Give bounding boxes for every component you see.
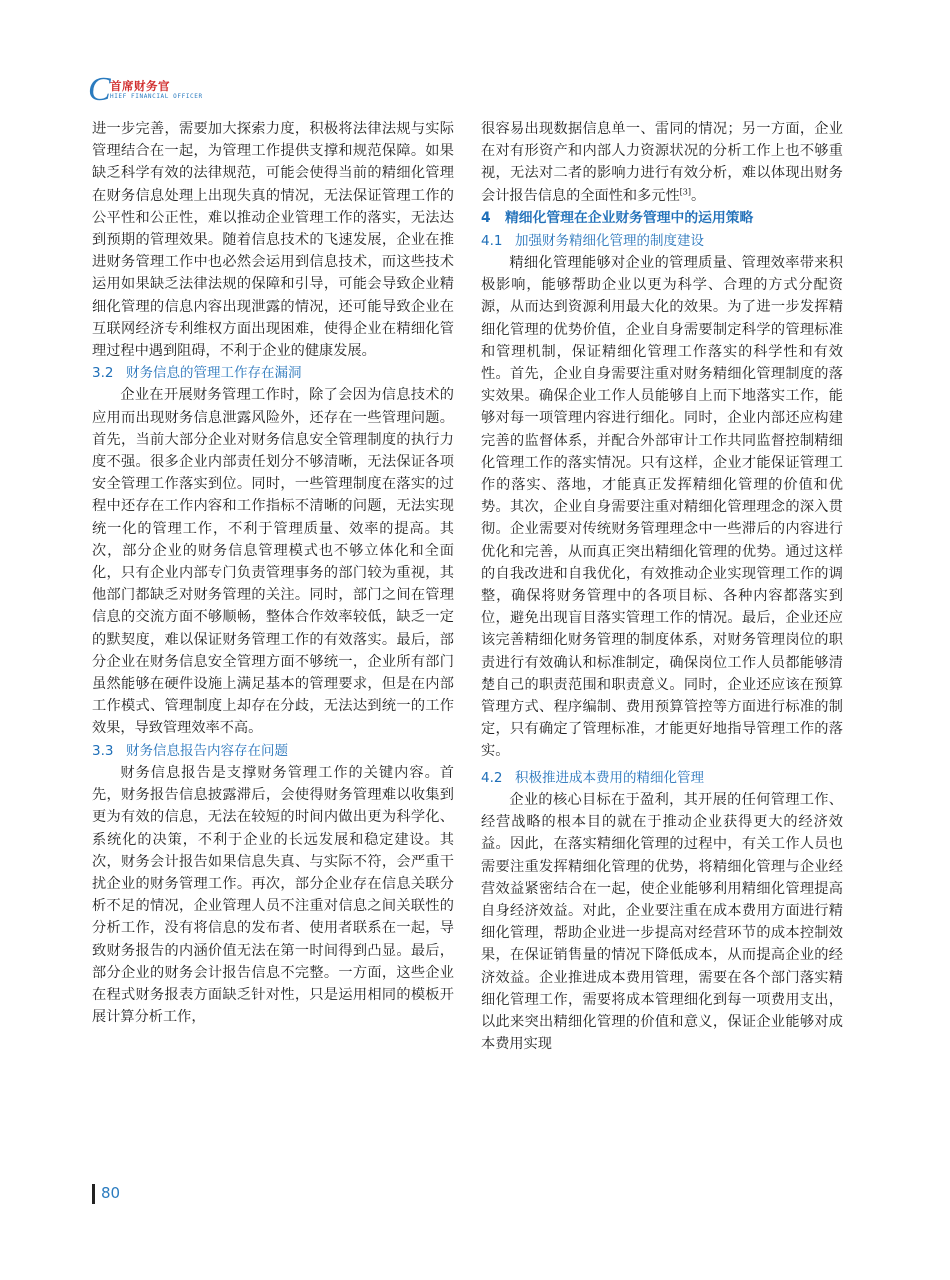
section-number: 3.2: [92, 365, 114, 382]
journal-logo: [88, 71, 218, 108]
section-title: 财务信息报告内容存在问题: [126, 742, 288, 759]
section-number: 4: [481, 209, 491, 226]
section-number: 4.1: [481, 232, 503, 249]
left-column: [92, 118, 454, 1028]
section-title: 积极推进成本费用的精细化管理: [515, 769, 704, 786]
right-paragraph-3: 企业的核心目标在于盈利，其开展的任何管理工作、经营战略的根本目的就在于推动企业获得更大的经济效益。因此，在落实精细化管理的过程中，有关工作人员也需要注重发挥精细化管理的优势，将精细化管理与企业经营效益紧密结合在一起，使企业能够利用精细化管理提高自身经济效益。对此，企业要注重在成本费用方面进行精细化管理，帮助企业进一步提高对经营环节的成本控制效果，在保证销售量的情况下降低成本，从而提高企业的经济效益。企业推进成本费用管理，需要在各个部门落实精细化管理工作，需要将成本管理细化到每一项费用支出，以此来突出精细化管理的价值和意义，保证企业能够对成本费用实现: [481, 791, 843, 1053]
left-paragraph-1: 进一步完善，需要加大探索力度，积极将法律法规与实际管理结合在一起，为管理工作提供支撑和规范保障。如果缺乏科学有效的法律规范，可能会使得当前的精细化管理在财务信息处理上出现失真的情况，无法保证管理工作的公平性和公正性，难以推动企业管理工作的落实，无法达到预期的管理效果。随着信息技术的飞速发展，企业在推进财务管理工作中也必然会运用到信息技术，而这些技术运用如果缺乏法律法规的保障和引导，可能会导致企业精细化管理的信息内容出现泄露的情况，还可能导致企业在互联网经济专利维权方面出现困难，使得企业在精细化管理过程中遇到阻碍，不利于企业的健康发展。: [92, 121, 454, 360]
section-number: 3.3: [92, 742, 114, 759]
paragraph-end: 。: [690, 187, 706, 204]
logo-letter-c: C: [88, 71, 111, 108]
section-heading-4: [481, 207, 843, 230]
section-title: 加强财务精细化管理的制度建设: [515, 232, 704, 249]
right-paragraph-2: 精细化管理能够对企业的管理质量、管理效率带来积极影响，能够帮助企业以更为科学、合理的方式分配资源，从而达到资源利用最大化的效果。为了进一步发挥精细化管理的优势价值，企业自身需要制定科学的管理标准和管理机制，保证精细化管理工作落实的科学性和有效性。首先，企业自身需要注重对财务精细化管理制度的落实效果。确保企业工作人员能够自上而下地落实工作，能够对每一项管理内容进行细化。同时，企业内部还应构建完善的监督体系，并配合外部审计工作共同监督控制精细化管理工作的落实情况。只有这样，企业才能保证管理工作的落实、落地，才能真正发挥精细化管理的价值和优势。其次，企业自身需要注重对精细化管理理念的深入贯彻。企业需要对传统财务管理理念中一些滞后的内容进行优化和完善，从而真正突出精细化管理的优势。通过这样的自我改进和自我优化，有效推动企业实现管理工作的调整，确保将财务管理中的各项目标、各种内容都落实到位，避免出现盲目落实管理工作的情况。最后，企业还应该完善精细化财务管理的制度体系，对财务管理岗位的职责进行有效确认和标准制定，确保岗位工作人员都能够清楚自己的职责范围和职责意义。同时，企业还应该在预算管理方式、程序编制、费用预算管控等方面进行标准的制定，只有确定了管理标准，才能更好地指导管理工作的落实。: [481, 255, 843, 760]
section-heading-3-3: [92, 740, 454, 762]
section-heading-4-2: [481, 767, 843, 789]
right-paragraph-1: [481, 118, 843, 207]
citation-ref: [3]: [679, 186, 691, 196]
page-number: 80: [101, 1184, 121, 1202]
section-number: 4.2: [481, 769, 503, 786]
journal-name-en: HIEF FINANCIAL OFFICER: [110, 93, 203, 100]
left-paragraph-2: 企业在开展财务管理工作时，除了会因为信息技术的应用而出现财务信息泄露风险外，还存在一些管理问题。首先，当前大部分企业对财务信息安全管理制度的执行力度不强。很多企业内部责任划分不够清晰，无法保证各项安全管理工作落实到位。同时，一些管理制度在落实的过程中还存在工作内容和工作指标不清晰的问题，无法实现统一化的管理工作，不利于管理质量、效率的提高。其次，部分企业的财务信息管理模式也不够立体化和全面化，只有企业内部专门负责管理事务的部门较为重视，其他部门都缺乏对财务管理的关注。同时，部门之间在管理信息的交流方面不够顺畅，整体合作效率较低，缺乏一定的默契度，难以保证财务管理工作的有效落实。最后，部分企业在财务信息安全管理方面不够统一，企业所有部门虽然能够在硬件设施上满足基本的管理要求，但是在内部工作模式、管理制度上却存在分歧，无法达到统一的工作效果，导致管理效率不高。: [92, 387, 454, 737]
section-title: 财务信息的管理工作存在漏洞: [126, 365, 302, 382]
page-number-bar: [92, 1184, 95, 1204]
section-heading-3-2: [92, 362, 454, 384]
right-column: [481, 118, 843, 1055]
paragraph-text: 很容易出现数据信息单一、雷同的情况；另一方面，企业在对有形资产和内部人力资源状况的分析工作上也不够重视，无法对二者的影响力进行有效分析，难以体现出财务会计报告信息的全面性和多元性: [481, 121, 843, 204]
left-paragraph-3: 财务信息报告是支撑财务管理工作的关键内容。首先，财务报告信息披露滞后，会使得财务管理难以收集到更为有效的信息，无法在较短的时间内做出更为科学化、系统化的决策，不利于企业的长远发展和稳定建设。其次，财务会计报告如果信息失真、与实际不符，会严重干扰企业的财务管理工作。再次，部分企业存在信息关联分析不足的情况，企业管理人员不注重对信息之间关联性的分析工作，没有将信息的发布者、使用者联系在一起，导致财务报告的内涵价值无法在第一时间得到凸显。最后，部分企业的财务会计报告信息不完整。一方面，这些企业在程式财务报表方面缺乏针对性，只是运用相同的模板开展计算分析工作，: [92, 764, 454, 1026]
section-heading-4-1: [481, 230, 843, 252]
section-title: 精细化管理在企业财务管理中的运用策略: [505, 209, 754, 226]
journal-name-cn: 首席财务官: [110, 79, 170, 93]
